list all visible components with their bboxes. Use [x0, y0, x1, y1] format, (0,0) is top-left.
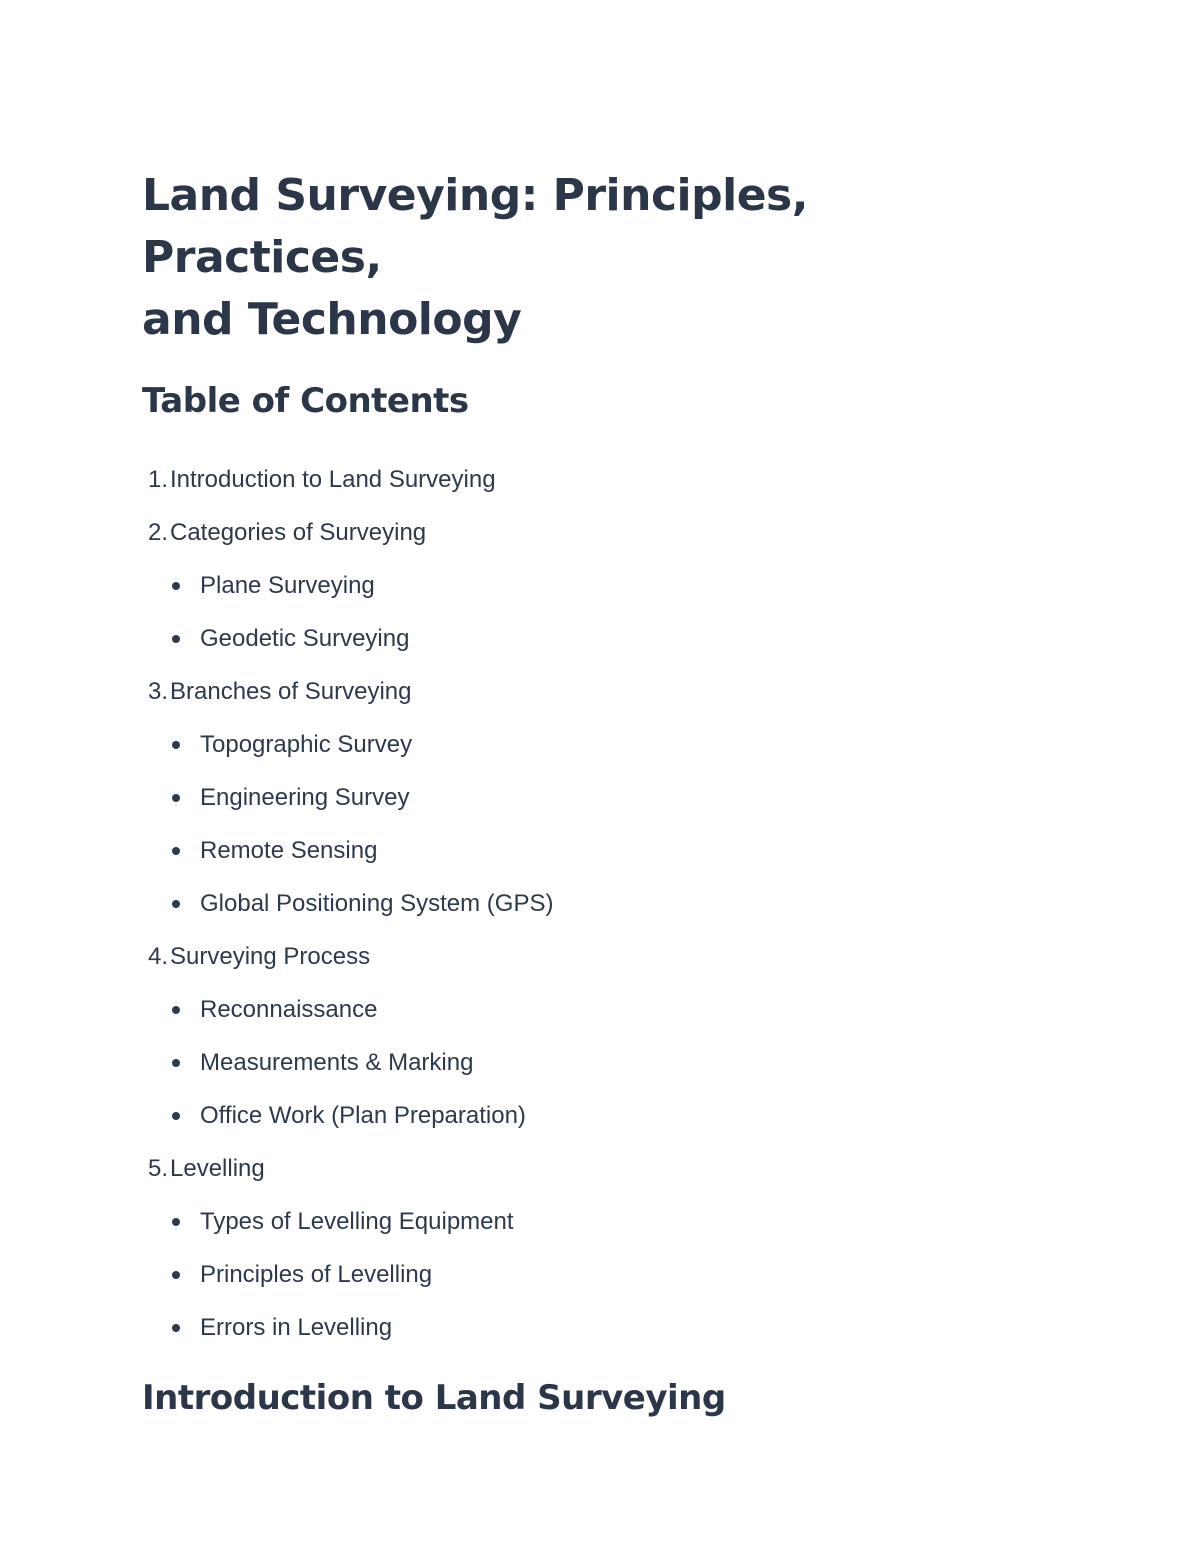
- table-of-contents: [142, 453, 1058, 1354]
- toc-subitem-reconnaissance[interactable]: [142, 983, 1058, 1036]
- toc-entry-branches: [142, 665, 1058, 930]
- toc-subitem-label: Principles of Levelling: [200, 1261, 433, 1288]
- toc-subitem-label: Global Positioning System (GPS): [200, 890, 554, 917]
- toc-link-categories[interactable]: [142, 506, 1058, 559]
- bullet-icon: [172, 1006, 180, 1014]
- section-heading-introduction: Introduction to Land Surveying: [142, 1378, 726, 1418]
- bullet-icon: [172, 1112, 180, 1120]
- toc-entry-levelling: [142, 1142, 1058, 1354]
- toc-label: Levelling: [170, 1155, 265, 1182]
- toc-sublist: [142, 718, 1058, 930]
- toc-subitem-label: Remote Sensing: [200, 837, 378, 864]
- toc-sublist: [142, 559, 1058, 665]
- bullet-icon: [172, 1271, 180, 1279]
- toc-subitem-topographic-survey[interactable]: [142, 718, 1058, 771]
- toc-link-process[interactable]: [142, 930, 1058, 983]
- toc-link-introduction[interactable]: [142, 453, 1058, 506]
- toc-sublist: [142, 983, 1058, 1142]
- document-title-line-1: Land Surveying: Principles, Practices,: [142, 170, 808, 283]
- toc-subitem-plane-surveying[interactable]: [142, 559, 1058, 612]
- toc-subitem-label: Reconnaissance: [200, 996, 378, 1023]
- toc-number: 5.: [147, 1155, 168, 1182]
- toc-subitem-label: Office Work (Plan Preparation): [200, 1102, 526, 1129]
- toc-label: Introduction to Land Surveying: [170, 466, 496, 493]
- toc-number: 2.: [147, 519, 168, 546]
- toc-entry-process: [142, 930, 1058, 1142]
- toc-label: Surveying Process: [170, 943, 371, 970]
- document-title-line-2: and Technology: [142, 294, 522, 345]
- toc-subitem-levelling-equipment[interactable]: [142, 1195, 1058, 1248]
- document-title: [142, 165, 1058, 351]
- bullet-icon: [172, 900, 180, 908]
- toc-subitem-label: Geodetic Surveying: [200, 625, 410, 652]
- toc-subitem-office-work[interactable]: [142, 1089, 1058, 1142]
- toc-subitem-geodetic-surveying[interactable]: [142, 612, 1058, 665]
- toc-subitem-measurements-marking[interactable]: [142, 1036, 1058, 1089]
- bullet-icon: [172, 847, 180, 855]
- toc-entry-introduction: [142, 453, 1058, 506]
- bullet-icon: [172, 635, 180, 643]
- toc-subitem-label: Measurements & Marking: [200, 1049, 474, 1076]
- bullet-icon: [172, 741, 180, 749]
- bullet-icon: [172, 1218, 180, 1226]
- toc-subitem-engineering-survey[interactable]: [142, 771, 1058, 824]
- toc-subitem-label: Errors in Levelling: [200, 1314, 393, 1341]
- toc-subitem-label: Topographic Survey: [200, 731, 413, 758]
- toc-subitem-remote-sensing[interactable]: [142, 824, 1058, 877]
- bullet-icon: [172, 1324, 180, 1332]
- toc-link-levelling[interactable]: [142, 1142, 1058, 1195]
- toc-heading: Table of Contents: [142, 381, 469, 421]
- toc-number: 4.: [147, 943, 168, 970]
- toc-subitem-errors-levelling[interactable]: [142, 1301, 1058, 1354]
- toc-subitem-principles-levelling[interactable]: [142, 1248, 1058, 1301]
- toc-number: 3.: [147, 678, 168, 705]
- toc-label: Branches of Surveying: [170, 678, 412, 705]
- toc-link-branches[interactable]: [142, 665, 1058, 718]
- bullet-icon: [172, 794, 180, 802]
- toc-subitem-label: Plane Surveying: [200, 572, 375, 599]
- toc-number: 1.: [147, 466, 168, 493]
- toc-entry-categories: [142, 506, 1058, 665]
- toc-sublist: [142, 1195, 1058, 1354]
- toc-label: Categories of Surveying: [170, 519, 427, 546]
- bullet-icon: [172, 1059, 180, 1067]
- bullet-icon: [172, 582, 180, 590]
- document-page: [142, 165, 1058, 1422]
- toc-subitem-gps[interactable]: [142, 877, 1058, 930]
- toc-subitem-label: Engineering Survey: [200, 784, 410, 811]
- toc-subitem-label: Types of Levelling Equipment: [200, 1208, 514, 1235]
